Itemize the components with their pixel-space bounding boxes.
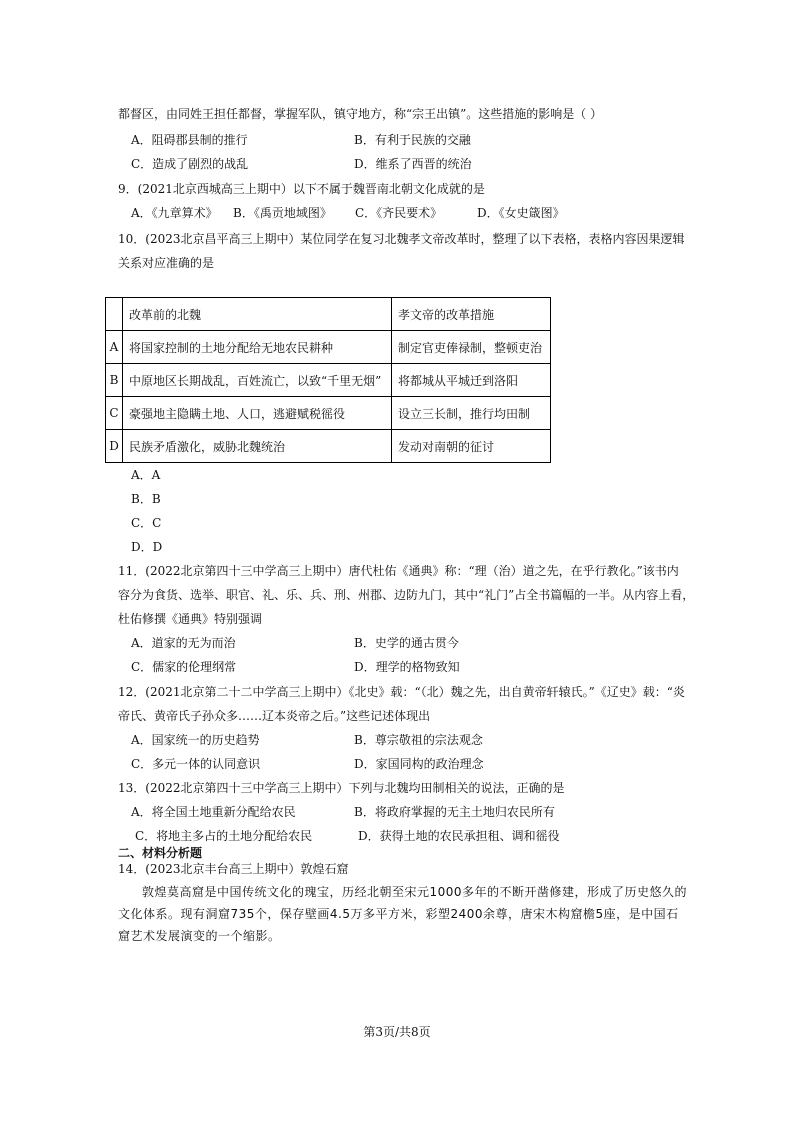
q11-option-c: C．儒家的伦理纲常 bbox=[131, 660, 237, 674]
q14-stem: 14．(2023北京丰台高三上期中）敦煌石窟 bbox=[118, 862, 349, 876]
q13-stem: 13．(2022北京第四十三中学高三上期中）下列与北魏均田制相关的说法，正确的是 bbox=[118, 781, 565, 795]
q13-option-b: B．将政府掌握的无主土地归农民所有 bbox=[354, 805, 555, 819]
table-cell: 制定官吏俸禄制，整顿吏治 bbox=[392, 331, 551, 364]
q8-option-c: C．造成了剧烈的战乱 bbox=[131, 157, 249, 171]
table-cell: B bbox=[106, 364, 123, 397]
q12-option-a: A．国家统一的历史趋势 bbox=[131, 733, 260, 747]
table-cell: 民族矛盾激化，威胁北魏统治 bbox=[123, 430, 392, 463]
q13-option-d: D．获得土地的农民承担租、调和徭役 bbox=[358, 829, 560, 843]
page-footer: 第3页/共8页 bbox=[363, 1025, 431, 1039]
q10-option-c: C．C bbox=[131, 516, 162, 530]
q12-stem-line2: 帝氏、黄帝氏子孙众多……辽本炎帝之后。”这些记述体现出 bbox=[118, 709, 431, 723]
table-cell: 将国家控制的土地分配给无地农民耕种 bbox=[123, 331, 392, 364]
q10-stem-line1: 10．(2023北京昌平高三上期中）某位同学在复习北魏孝文帝改革时，整理了以下表格，表格内容因果逻辑 bbox=[118, 232, 685, 246]
q8-option-b: B．有利于民族的交融 bbox=[354, 133, 471, 147]
q9-stem: 9．(2021北京西城高三上期中）以下不属于魏晋南北朝文化成就的是 bbox=[118, 182, 485, 196]
table-row bbox=[106, 364, 551, 397]
table-cell: 将都城从平城迁到洛阳 bbox=[392, 364, 551, 397]
table-row bbox=[106, 397, 551, 430]
q10-table bbox=[105, 297, 551, 463]
q10-option-d: D．D bbox=[131, 540, 163, 554]
q12-option-d: D．家国同构的政治理念 bbox=[354, 757, 484, 771]
table-header-measures: 孝文帝的改革措施 bbox=[392, 298, 551, 331]
q9-option-b: B．《禹贡地域图》 bbox=[233, 206, 332, 220]
q11-stem-line2: 容分为食货、选举、职官、礼、乐、兵、刑、州郡、边防九门，其中“礼门”占全书篇幅的一半。从内容上看， bbox=[118, 588, 695, 602]
q11-option-d: D．理学的格物致知 bbox=[354, 660, 460, 674]
q9-option-a: A．《九章算术》 bbox=[131, 206, 218, 220]
table-cell: 豪强地主隐瞒土地、人口，逃避赋税徭役 bbox=[123, 397, 392, 430]
table-cell: D bbox=[106, 430, 123, 463]
table-cell: 发动对南朝的征讨 bbox=[392, 430, 551, 463]
section-title: 二、材料分析题 bbox=[118, 846, 203, 860]
table-cell: C bbox=[106, 397, 123, 430]
q11-stem-line3: 杜佑修撰《通典》特别强调 bbox=[118, 612, 263, 626]
q9-option-d: D．《女史箴图》 bbox=[477, 206, 565, 220]
q8-option-d: D．维系了西晋的统治 bbox=[354, 157, 472, 171]
q13-option-c: C．将地主多占的土地分配给农民 bbox=[135, 829, 313, 843]
q12-option-b: B．尊宗敬祖的宗法观念 bbox=[354, 733, 483, 747]
q12-stem-line1: 12．(2021北京第二十二中学高三上期中）《北史》载：“（北）魏之先，出自黄帝轩辕氏。”《辽史》载：“炎 bbox=[118, 685, 685, 699]
q11-stem-line1: 11．(2022北京第四十三中学高三上期中）唐代杜佑《通典》称：“理（治）道之先，在乎行教化。”该书内 bbox=[118, 564, 679, 578]
table-cell: 中原地区长期战乱，百姓流亡，以致“千里无烟” bbox=[123, 364, 392, 397]
q13-option-a: A．将全国土地重新分配给农民 bbox=[131, 805, 296, 819]
q10-stem-line2: 关系对应准确的是 bbox=[118, 256, 215, 270]
table-cell: 设立三长制，推行均田制 bbox=[392, 397, 551, 430]
q11-option-b: B．史学的通古贯今 bbox=[354, 636, 459, 650]
q10-option-a: A．A bbox=[131, 468, 161, 482]
q14-passage: 敦煌莫高窟是中国传统文化的瑰宝，历经北朝至宋元1000多年的不断开凿修建，形成了历史悠久的文化体系。现有洞窟735个，保存壁画4.5万多平方米，彩塑2400余尊，唐宋木构窟檐5座，是中国石窟艺术发展演变的一个缩影。 bbox=[118, 885, 688, 943]
table-cell: A bbox=[106, 331, 123, 364]
table-row bbox=[106, 331, 551, 364]
table-cell bbox=[106, 298, 123, 331]
q10-option-b: B．B bbox=[131, 492, 161, 506]
table-row bbox=[106, 430, 551, 463]
q9-option-c: C．《齐民要术》 bbox=[355, 206, 443, 220]
q8-option-a: A．阻碍郡县制的推行 bbox=[131, 133, 248, 147]
q12-option-c: C．多元一体的认同意识 bbox=[131, 757, 261, 771]
q8-stem-tail: 都督区，由同姓王担任都督，掌握军队，镇守地方，称“宗王出镇”。这些措施的影响是（ ） bbox=[118, 107, 603, 121]
table-header-before: 改革前的北魏 bbox=[123, 298, 392, 331]
q11-option-a: A．道家的无为而治 bbox=[131, 636, 236, 650]
table-header-row bbox=[106, 298, 551, 331]
